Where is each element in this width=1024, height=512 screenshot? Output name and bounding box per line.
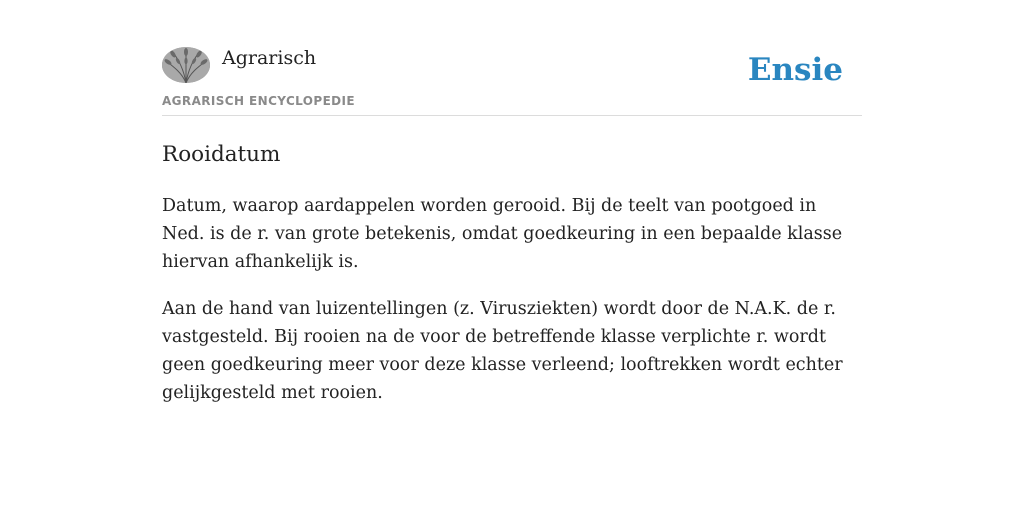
brand-subtitle[interactable]: AGRARISCH ENCYCLOPEDIE [162, 94, 355, 108]
site-header [162, 40, 862, 116]
ensie-logo[interactable]: Ensie [747, 52, 843, 88]
brand-name[interactable]: Agrarisch [222, 47, 317, 69]
wheat-illustration [162, 47, 210, 83]
article-paragraph: Datum, waarop aardappelen worden gerooid. Bij de teelt van pootgoed in Ned. is de r. van grote betekenis, omdat goedkeuring in een bepaalde klasse hiervan afhankelijk is. [162, 196, 843, 272]
article-paragraph: Aan de hand van luizentellingen (z. Virusziekten) wordt door de N.A.K. de r. vastgesteld. Bij rooien na de voor de betreffende klasse verplichte r. wordt geen goedkeuring meer voor deze klasse verleend; looftrekken wordt echter gelijkgesteld met rooien. [162, 299, 843, 403]
article-title: Rooidatum [162, 142, 281, 167]
wheat-icon[interactable] [162, 47, 210, 83]
article-body [162, 192, 862, 426]
